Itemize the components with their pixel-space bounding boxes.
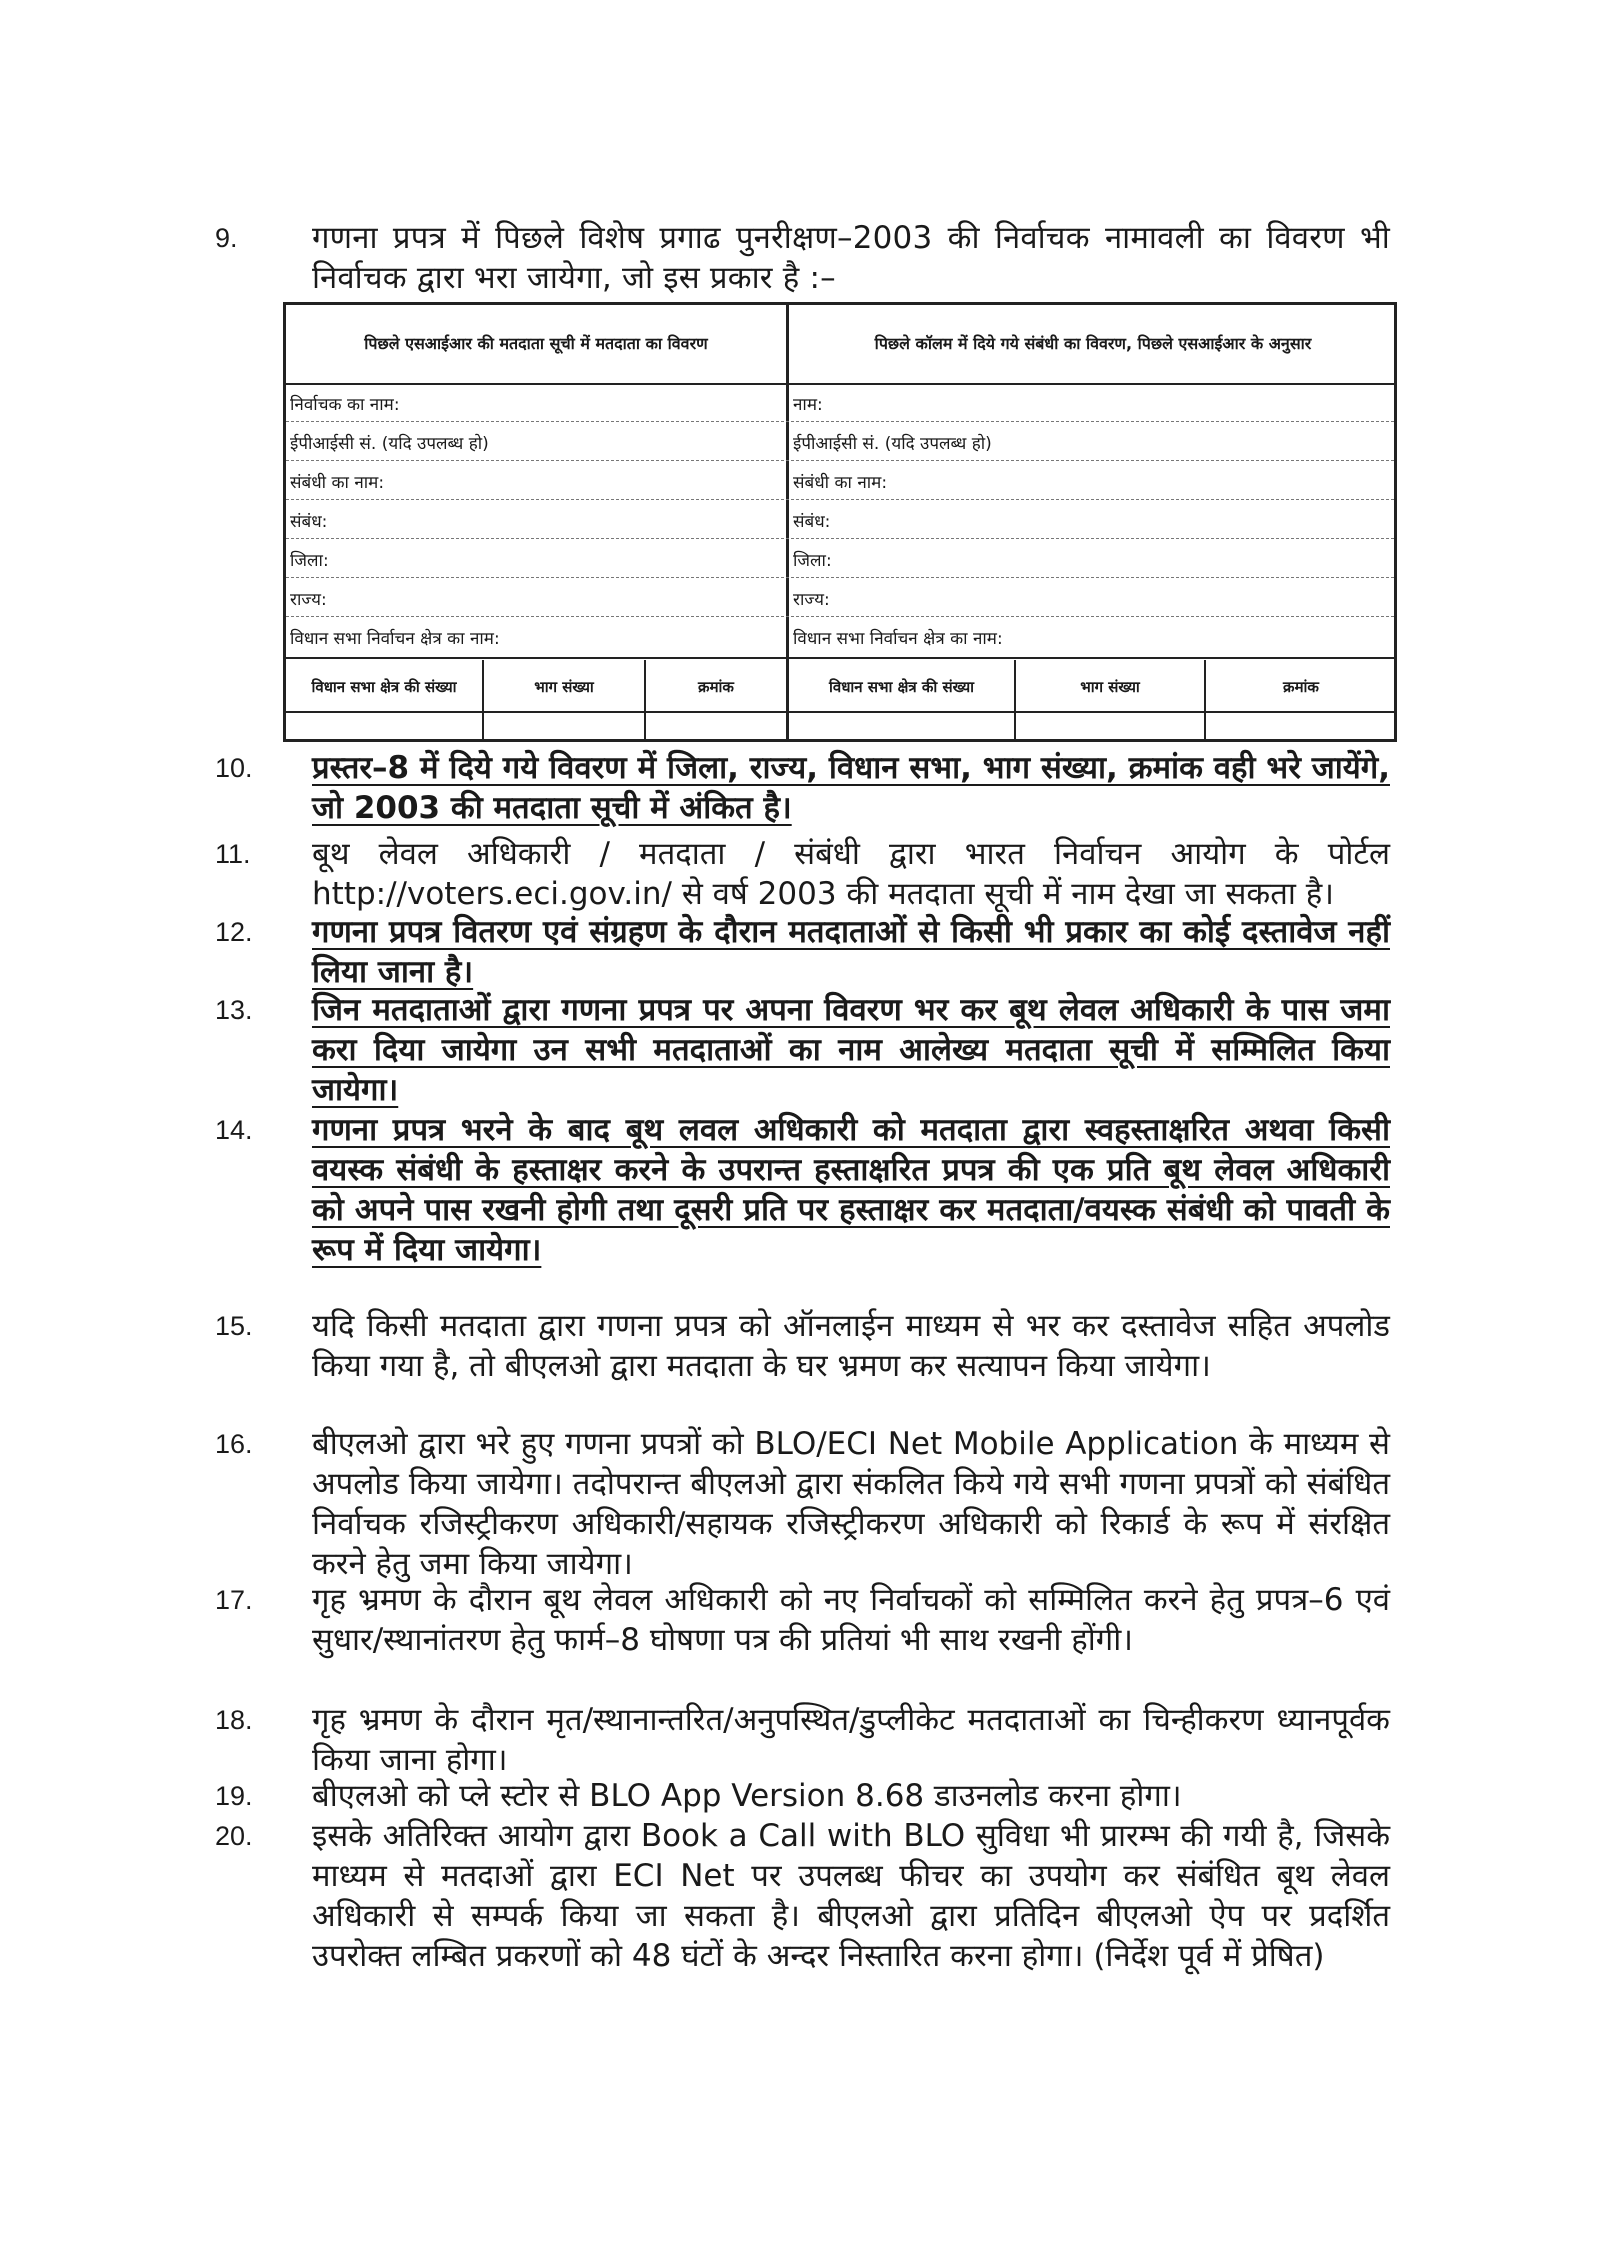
item-text: यदि किसी मतदाता द्वारा गणना प्रपत्र को ऑनलाईन माध्यम से भर कर दस्तावेज सहित अपलोड किया गया है, तो बीएलओ द्वारा मतदाता के घर भ्रमण कर सत्यापन किया जायेगा। <box>312 1308 1390 1384</box>
item-number: 9. <box>215 223 238 253</box>
table-subheader-serial-no: क्रमांक <box>698 677 734 696</box>
item-text: गृह भ्रमण के दौरान बूथ लेवल अधिकारी को नए निर्वाचकों को सम्मिलित करने हेतु प्रपत्र–6 एवं सुधार/स्थानांतरण हेतु फार्म–8 घोषणा पत्र की प्रतियां भी साथ रखनी होंगी। <box>312 1582 1390 1658</box>
table-cell-district: जिला: <box>290 550 329 571</box>
table-cell-elector-name: निर्वाचक का नाम: <box>290 394 400 415</box>
item-20 <box>215 1816 1390 1976</box>
table-cell-state: राज्य: <box>793 589 830 610</box>
table-header-left: पिछले एसआईआर की मतदाता सूची में मतदाता का विवरण <box>364 334 708 353</box>
item-18 <box>215 1700 1390 1780</box>
item-text: प्रस्तर–8 में दिये गये विवरण में जिला, राज्य, विधान सभा, भाग संख्या, क्रमांक वही भरे जायेंगे, जो 2003 की मतदाता सूची में अंकित है। <box>312 750 1390 826</box>
table-header-right: पिछले कॉलम में दिये गये संबंधी का विवरण, पिछले एसआईआर के अनुसार <box>874 334 1312 353</box>
item-number: 15. <box>215 1311 253 1341</box>
item-text: बीएलओ को प्ले स्टोर से BLO App Version 8.68 डाउनलोड करना होगा। <box>312 1778 1182 1814</box>
table-cell-relative-name: संबंधी का नाम: <box>793 472 888 493</box>
item-number: 13. <box>215 995 253 1025</box>
item-text: बीएलओ द्वारा भरे हुए गणना प्रपत्रों को BLO/ECI Net Mobile Application के माध्यम से अपलोड किया जायेगा। तदोपरान्त बीएलओ द्वारा संकलित किये गये सभी गणना प्रपत्रों को संबंधित निर्वाचक रजिस्ट्रीकरण अधिकारी/सहायक रजिस्ट्रीकरण अधिकारी को रिकार्ड के रूप में संरक्षित करने हेतु जमा किया जायेगा। <box>312 1426 1390 1582</box>
previous-sir-details-table <box>283 302 1397 742</box>
item-text: गणना प्रपत्र भरने के बाद बूथ लवल अधिकारी को मतदाता द्वारा स्वहस्ताक्षरित अथवा किसी वयस्क संबंधी के हस्ताक्षर करने के उपरान्त हस्ताक्षरित प्रपत्र की एक प्रति बूथ लेवल अधिकारी को अपने पास रखनी होगी तथा दूसरी प्रति पर हस्ताक्षर कर मतदाता/वयस्क संबंधी को पावती के रूप में दिया जायेगा। <box>312 1112 1390 1268</box>
item-9 <box>215 218 1390 298</box>
item-number: 17. <box>215 1585 253 1615</box>
table-cell-epic: ईपीआईसी सं. (यदि उपलब्ध हो) <box>290 433 489 454</box>
item-11 <box>215 834 1390 914</box>
item-10 <box>215 748 1390 828</box>
item-14 <box>215 1110 1390 1270</box>
item-number: 20. <box>215 1821 253 1851</box>
table-cell-relative-name: संबंधी का नाम: <box>290 472 385 493</box>
item-16 <box>215 1424 1390 1584</box>
table-subheader-assembly-no: विधान सभा क्षेत्र की संख्या <box>311 677 457 696</box>
table-subheader-part-no: भाग संख्या <box>1080 677 1140 696</box>
item-13 <box>215 990 1390 1110</box>
item-text: गणना प्रपत्र वितरण एवं संग्रहण के दौरान मतदाताओं से किसी भी प्रकार का कोई दस्तावेज नहीं लिया जाना है। <box>312 914 1390 990</box>
item-number: 16. <box>215 1429 253 1459</box>
table-subheader-assembly-no: विधान सभा क्षेत्र की संख्या <box>828 677 975 696</box>
item-number: 18. <box>215 1705 253 1735</box>
item-12 <box>215 912 1390 992</box>
item-text: इसके अतिरिक्त आयोग द्वारा Book a Call with BLO सुविधा भी प्रारम्भ की गयी है, जिसके माध्यम से मतदाओं द्वारा ECI Net पर उपलब्ध फीचर का उपयोग कर संबंधित बूथ लेवल अधिकारी से सम्पर्क किया जा सकता है। बीएलओ द्वारा प्रतिदिन बीएलओ ऐप पर प्रदर्शित उपरोक्त लम्बित प्रकरणों को 48 घंटों के अन्दर निस्तारित करना होगा। (निर्देश पूर्व में प्रेषित) <box>312 1818 1390 1974</box>
table-rule <box>286 657 1394 659</box>
table-cell-assembly-name: विधान सभा निर्वाचन क्षेत्र का नाम: <box>793 628 1003 649</box>
table-cell-relation: संबंध: <box>290 511 328 532</box>
item-number: 10. <box>215 753 253 783</box>
item-19 <box>215 1776 1390 1816</box>
table-cell-assembly-name: विधान सभा निर्वाचन क्षेत्र का नाम: <box>290 628 500 649</box>
table-subheader-part-no: भाग संख्या <box>534 677 594 696</box>
item-text: जिन मतदाताओं द्वारा गणना प्रपत्र पर अपना विवरण भर कर बूथ लेवल अधिकारी के पास जमा करा दिया जायेगा उन सभी मतदाताओं का नाम आलेख्य मतदाता सूची में सम्मिलित किया जायेगा। <box>312 992 1390 1108</box>
item-number: 14. <box>215 1115 253 1145</box>
table-cell-name: नाम: <box>793 394 823 415</box>
item-number: 19. <box>215 1781 253 1811</box>
item-text: गणना प्रपत्र में पिछले विशेष प्रगाढ पुनरीक्षण–2003 की निर्वाचक नामावली का विवरण भी निर्वाचक द्वारा भरा जायेगा, जो इस प्रकार है :– <box>312 220 1390 296</box>
item-number: 11. <box>215 839 251 869</box>
item-15 <box>215 1306 1390 1386</box>
table-cell-epic: ईपीआईसी सं. (यदि उपलब्ध हो) <box>793 433 992 454</box>
item-17 <box>215 1580 1390 1660</box>
table-cell-relation: संबंध: <box>793 511 831 532</box>
item-number: 12. <box>215 917 253 947</box>
item-text: गृह भ्रमण के दौरान मृत/स्थानान्तरित/अनुपस्थित/डुप्लीकेट मतदाताओं का चिन्हीकरण ध्यानपूर्वक किया जाना होगा। <box>312 1702 1390 1778</box>
table-cell-state: राज्य: <box>290 589 327 610</box>
item-text: बूथ लेवल अधिकारी / मतदाता / संबंधी द्वारा भारत निर्वाचन आयोग के पोर्टल http://voters.eci.gov.in/ से वर्ष 2003 की मतदाता सूची में नाम देखा जा सकता है। <box>312 836 1390 912</box>
table-cell-district: जिला: <box>793 550 832 571</box>
table-subheader-serial-no: क्रमांक <box>1283 677 1319 696</box>
